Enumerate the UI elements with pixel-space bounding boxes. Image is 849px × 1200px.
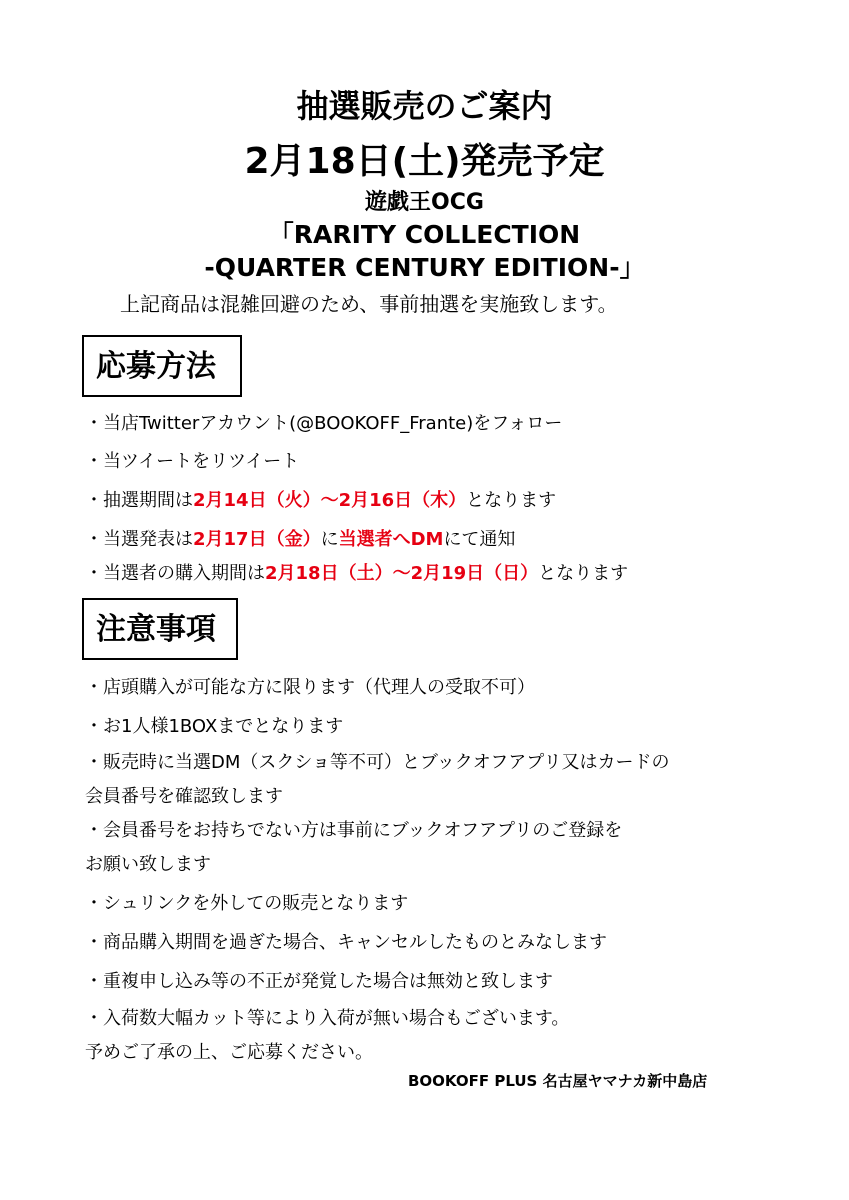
apply-item-purchase-period [85, 561, 628, 587]
apply-item-lottery-period [85, 488, 556, 514]
note-cancel-policy: ・商品購入期間を過ぎた場合、キャンセルしたものとみなします [85, 932, 607, 953]
note-shrink-removed: ・シュリンクを外しての販売となります [85, 893, 409, 914]
section-heading-apply: 応募方法 [82, 335, 242, 397]
purchase-period-suffix: となります [538, 563, 629, 584]
apply-item-retweet: ・当ツイートをリツイート [85, 451, 300, 472]
lottery-period-suffix: となります [466, 490, 557, 511]
note-register-line2: お願い致します [85, 854, 211, 875]
note-stock-line2: 予めご了承の上、ご応募ください。 [85, 1042, 373, 1063]
note-one-box-limit: ・お1人様1BOXまでとなります [85, 716, 344, 737]
page-title: 抽選販売のご案内 [296, 87, 553, 125]
product-series: 遊戯王OCG [365, 190, 484, 215]
announcement-date: 2月17日（金） [193, 529, 321, 550]
lottery-period-prefix: ・抽選期間は [85, 490, 193, 511]
product-name-line1: 「RARITY COLLECTION [268, 220, 581, 249]
announcement-prefix: ・当選発表は [85, 529, 193, 550]
lottery-period-dates: 2月14日（火）～2月16日（木） [193, 490, 467, 511]
note-fraud-invalid: ・重複申し込み等の不正が発覚した場合は無効と致します [85, 971, 553, 992]
intro-text: 上記商品は混雑回避のため、事前抽選を実施致します。 [120, 292, 618, 316]
apply-item-announcement [85, 527, 515, 553]
note-verify-line2: 会員番号を確認致します [85, 786, 283, 807]
note-in-store-only: ・店頭購入が可能な方に限ります（代理人の受取不可） [85, 677, 535, 698]
apply-item-follow: ・当店Twitterアカウント(@BOOKOFF_Frante)をフォロー [85, 413, 563, 434]
purchase-period-prefix: ・当選者の購入期間は [85, 563, 265, 584]
product-name-line2: -QUARTER CENTURY EDITION-」 [204, 253, 645, 282]
section-heading-notes: 注意事項 [82, 598, 238, 660]
announcement-suffix: にて通知 [443, 529, 516, 550]
release-date: 2月18日(土)発売予定 [244, 141, 605, 182]
announcement-mid: に [320, 529, 339, 550]
purchase-period-dates: 2月18日（土）～2月19日（日） [265, 563, 539, 584]
note-stock-line1: ・入荷数大幅カット等により入荷が無い場合もございます。 [85, 1008, 570, 1029]
note-register-line1: ・会員番号をお持ちでない方は事前にブックオフアプリのご登録を [85, 820, 623, 841]
announcement-dm: 当選者へDM [338, 529, 444, 550]
store-name: BOOKOFF PLUS 名古屋ヤマナカ新中島店 [408, 1072, 708, 1090]
note-verify-line1: ・販売時に当選DM（スクショ等不可）とブックオフアプリ又はカードの [85, 752, 670, 773]
